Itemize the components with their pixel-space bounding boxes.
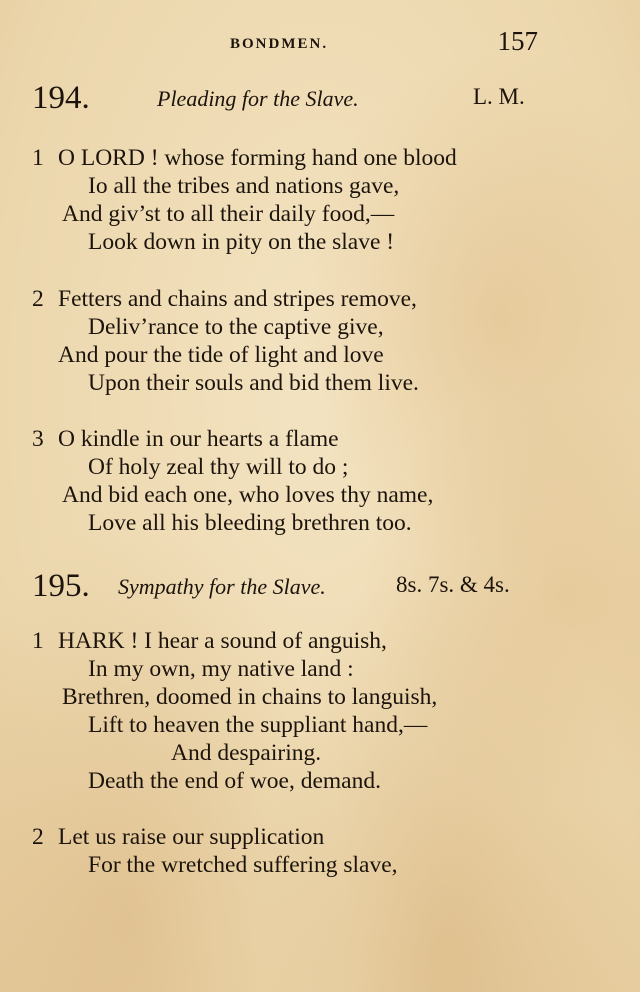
- stanza-number: 3: [32, 426, 44, 452]
- hymn-number: 195.: [32, 568, 90, 604]
- verse-line: O kindle in our hearts a flame: [58, 426, 339, 452]
- verse-line: Io all the tribes and nations gave,: [88, 173, 400, 199]
- verse-line: And giv’st to all their daily food,—: [62, 201, 395, 227]
- stanza-number: 1: [32, 145, 44, 171]
- verse-line: In my own, my native land :: [88, 656, 354, 682]
- running-title: BONDMEN.: [230, 36, 329, 52]
- verse-line: Brethren, doomed in chains to languish,: [62, 684, 438, 710]
- hymn-195-header: [0, 568, 640, 608]
- running-head: [0, 26, 640, 60]
- hymn-number: 194.: [32, 80, 90, 116]
- stanza-number: 1: [32, 628, 44, 654]
- verse-line: Let us raise our supplication: [58, 824, 325, 850]
- hymn-title: Sympathy for the Slave.: [118, 574, 326, 599]
- verse-line: Lift to heaven the suppliant hand,—: [88, 712, 428, 738]
- verse-line: Fetters and chains and stripes remove,: [58, 286, 417, 312]
- verse-line: O LORD ! whose forming hand one blood: [58, 145, 457, 171]
- verse-line: Love all his bleeding brethren too.: [88, 510, 412, 536]
- hymn-meter: 8s. 7s. & 4s.: [396, 572, 510, 597]
- stanza-number: 2: [32, 286, 44, 312]
- page-number: 157: [497, 26, 538, 56]
- verse-line: And bid each one, who loves thy name,: [62, 482, 434, 508]
- hymn-title: Pleading for the Slave.: [157, 86, 359, 111]
- verse-line: And despairing.: [171, 740, 322, 766]
- verse-line: Look down in pity on the slave !: [88, 229, 395, 255]
- hymn-meter: L. M.: [473, 84, 525, 109]
- verse-line: HARK ! I hear a sound of anguish,: [58, 628, 387, 654]
- verse-line: Upon their souls and bid them live.: [88, 370, 419, 396]
- verse-line: And pour the tide of light and love: [58, 342, 384, 368]
- verse-line: Deliv’rance to the captive give,: [88, 314, 384, 340]
- verse-line: For the wretched suffering slave,: [88, 852, 398, 878]
- verse-line: Of holy zeal thy will to do ;: [88, 454, 349, 480]
- hymn-194-header: [0, 80, 640, 120]
- verse-line: Death the end of woe, demand.: [88, 768, 381, 794]
- stanza-number: 2: [32, 824, 44, 850]
